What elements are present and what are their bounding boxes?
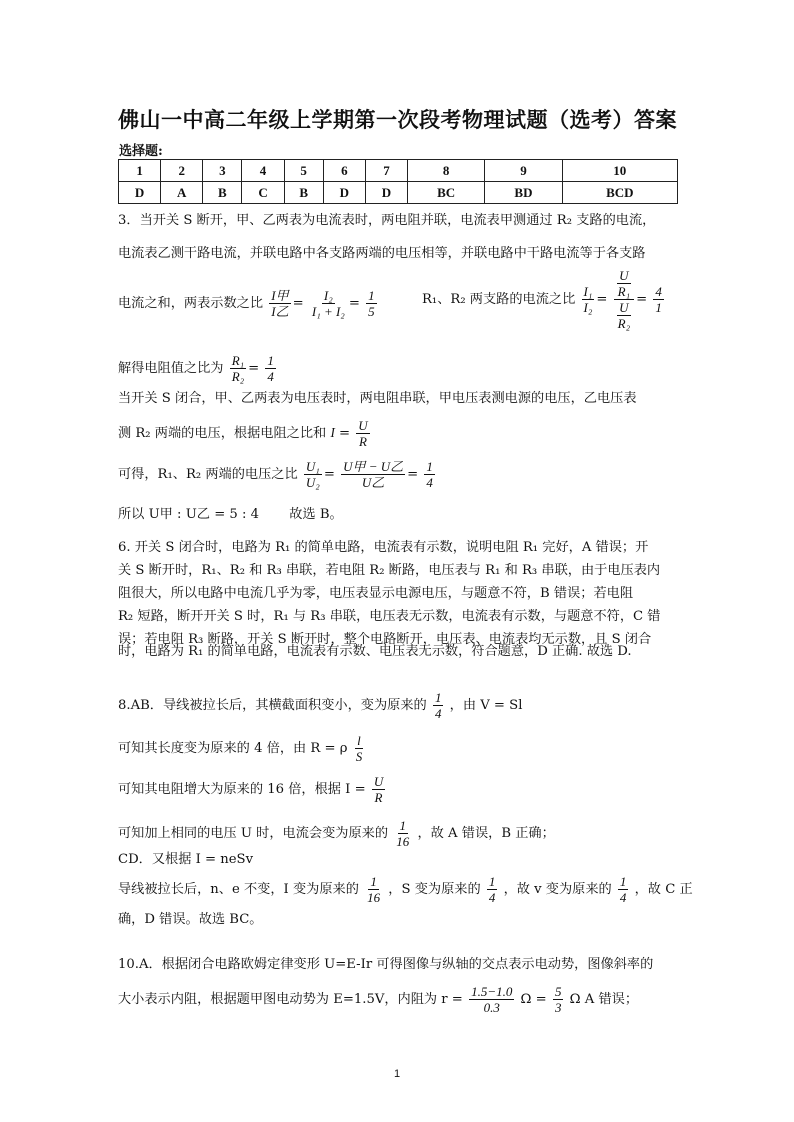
frac-den: 3 [554,1000,562,1015]
table-cell: D [365,182,407,204]
q8-text: ，S 变为原来的 [388,882,481,897]
frac-num: U甲 − U乙 [343,459,404,474]
table-cell: 10 [562,160,677,182]
q10-text: 大小表示内阻，根据题甲图电动势为 E=1.5V，内阻为 r = [118,992,463,1007]
page-number: 1 [394,1068,401,1080]
q8-text: ，故 A 错误，B 正确； [417,826,555,841]
q10-line-1: 10.A．根据闭合电路欧姆定律变形 U=E-Ir 可得图像与纵轴的交点表示电动势，图像斜率的 [118,957,654,972]
q10-text: Ω A 错误； [569,992,639,1007]
q3-line-8 [118,505,343,525]
frac-den: 4 [267,369,274,384]
frac-num: 1 [488,874,496,889]
frac-den: 16 [367,890,381,905]
fraction [394,818,411,849]
frac-num: 1 [619,874,627,889]
section-label: 选择题: [119,144,163,159]
frac-num: U [358,418,368,433]
table-cell: 5 [284,160,323,182]
q8-line-1 [118,690,522,721]
frac-num [614,268,634,300]
q3-text: 可得，R₁、R₂ 两端的电压之比 [118,467,298,482]
fraction [230,353,246,384]
q10-text: Ω = [520,992,547,1007]
fraction [356,418,369,449]
frac-den: 4 [619,890,627,905]
table-cell: B [284,182,323,204]
frac-num: 1 [399,818,407,833]
q8-line-3 [118,774,387,805]
q3-line-4: 解得电阻值之比为 $\frac{\text{R₁}}{\text{R₂}}$ = $\frac{1}{4}$ [118,353,274,384]
frac-num: 1 [370,874,377,889]
fraction [341,459,405,490]
frac-num: U₁ [305,459,320,474]
q8-text: 导线被拉长后，n、e 不变，I 变为原来的 [118,882,359,897]
frac-den: 4 [434,706,442,721]
fraction [487,874,498,905]
q8-text: 可知其电阻增大为原来的 16 倍，根据 I = [118,782,366,797]
frac-den: R₂ [617,316,631,331]
table-cell: C [242,182,284,204]
q3-line-5: 当开关 S 闭合，甲、乙两表为电压表时，两电阻串联，甲电压表测电源的电压，乙电压表 [118,391,637,406]
frac-num: 1 [267,353,274,368]
q3-text: 故选 B。 [289,507,343,522]
q3-text: 电流之和，两表示数之比 [118,296,264,311]
fraction [469,984,514,1015]
q3-line-3b: R₁、R₂ 两支路的电流之比 $\frac{\text{I₁}}{\text{I₂}}$ = $\frac{\frac{U}{\text{R₁}}}{\frac{U}{\text{R₂}}}$ = $\frac{4}{1}$ [422,268,662,331]
table-cell: BC [408,182,485,204]
fraction [653,284,664,315]
frac-den: U乙 [361,475,385,490]
frac-num: I₁ [583,284,593,299]
fraction [618,874,629,905]
table-cell: BCD [562,182,677,204]
frac-num: U [619,300,629,315]
frac-num: 4 [655,284,662,299]
frac-den: 16 [396,834,410,849]
q8-text: ，由 V = Sl [449,698,523,713]
q3-text: 解得电阻值之比为 [118,361,224,376]
frac-num: I₂ [323,288,333,303]
q8-text: 可知加上相同的电压 U 时，电流会变为原来的 [118,826,389,841]
q8-line-6 [118,874,693,905]
page-title: 佛山一中高二年级上学期第一次段考物理试题（选考）答案 [118,107,677,132]
q8-text: 可知其长度变为原来的 4 倍，由 R = ρ [118,741,348,756]
frac-den [614,300,634,331]
fraction [616,268,632,299]
table-cell: 6 [323,160,365,182]
frac-den: I乙 [271,304,289,319]
q8-text: 8.AB．导线被拉长后，其横截面积变小，变为原来的 [118,698,427,713]
frac-den: R₂ [231,369,245,384]
table-row [119,160,678,182]
q6-line-6: 时，电路为 R₁ 的简单电路，电流表有示数、电压表无示数，符合题意，D 正确. 故选 D. [118,644,632,659]
frac-num: R₁ [231,353,245,368]
fraction [553,984,564,1015]
frac-den: I₁ + I₂ [311,304,345,319]
frac-den: U₂ [305,475,320,490]
q8-line-2 [118,733,366,764]
frac-num: I甲 [271,288,289,303]
table-cell: 8 [408,160,485,182]
fraction [614,268,634,331]
q6-line-5: 误；若电阻 R₃ 断路，开关 S 断开时，整个电路断开，电压表、电流表均无示数，且 S 闭合 [118,632,652,647]
fraction [310,288,347,319]
table-cell: A [161,182,203,204]
q3-line-6: 测 R₂ 两端的电压，根据电阻之比和 I = $\frac{U}{R}$ [118,418,368,449]
q8-line-4 [118,818,555,849]
q8-text: ，故 C 正 [634,882,693,897]
frac-den: R [374,790,383,805]
frac-num: 1 [426,459,433,474]
table-cell: 3 [203,160,242,182]
fraction [269,288,290,319]
table-cell: 7 [365,160,407,182]
fraction [424,459,435,490]
q6-line-4: R₂ 短路，断开开关 S 时，R₁ 与 R₃ 串联，电压表无示数，电流表有示数，与题意不符，C 错 [118,609,661,624]
frac-num: 1 [434,690,442,705]
frac-den: R [359,434,367,449]
frac-den: S [355,749,363,764]
frac-den: 4 [426,475,433,490]
frac-num: 1 [368,288,375,303]
q8-line-7: 确，D 错误。故选 BC。 [118,912,263,927]
fraction [616,300,632,331]
frac-den: 5 [368,304,375,319]
frac-den: 0.3 [483,1000,500,1015]
q10-line-2 [118,984,638,1015]
table-cell: B [203,182,242,204]
q3-text: 测 R₂ 两端的电压，根据电阻之比和 [118,426,327,441]
frac-num: U [619,268,629,283]
frac-num: l [357,733,361,748]
fraction [265,353,276,384]
q3-line-2: 电流表乙测干路电流，并联电路中各支路两端的电压相等，并联电路中干路电流等于各支路 [118,246,646,261]
fraction [366,288,377,319]
fraction [582,284,595,315]
frac-num: 1.5−1.0 [471,984,513,999]
table-cell: D [323,182,365,204]
table-cell: 2 [161,160,203,182]
q3-line-1: 3．当开关 S 断开，甲、乙两表为电流表时，两电阻并联，电流表甲测通过 R₂ 支路的电流， [118,213,656,228]
frac-den: 1 [655,300,662,315]
frac-num: U [373,774,384,789]
table-cell: D [119,182,161,204]
fraction [372,774,385,805]
fraction [304,459,322,490]
q3-text: R₁、R₂ 两支路的电流之比 [422,292,576,307]
answer-table [118,159,678,204]
table-cell: 4 [242,160,284,182]
fraction [354,733,365,764]
q6-line-1: 6. 开关 S 闭合时，电路为 R₁ 的简单电路，电流表有示数，说明电阻 R₁ 完好，A 错误；开 [118,540,649,555]
frac-den: 4 [488,890,496,905]
table-cell: BD [485,182,562,204]
table-row [119,182,678,204]
q3-text: 所以 U甲 : U乙 = 5 : 4 [118,507,260,522]
frac-den: I₂ [583,300,593,315]
frac-num: 5 [554,984,562,999]
frac-den: R₁ [617,284,631,299]
fraction [365,874,382,905]
table-cell: 1 [119,160,161,182]
q3-line-7: 可得，R₁、R₂ 两端的电压之比 $\frac{\text{U₁}}{\text{U₂}}$ = $\frac{\text{U甲 − U乙}}{\text{U乙}}$ = $\frac{1}{4}$ [118,459,433,490]
q3-line-3a: 电流之和，两表示数之比 $\frac{\text{I甲}}{\text{I乙}}$ = $\frac{\text{I₂}}{\text{I₁ + I₂}}$ = $\frac{1}{5}$ [118,288,375,319]
fraction [433,690,444,721]
table-cell: 9 [485,160,562,182]
q6-line-3: 阻很大，所以电路中电流几乎为零，电压表显示电源电压，与题意不符，B 错误；若电阻 [118,586,634,601]
q8-line-5: CD．又根据 I = neSv [118,852,254,867]
q8-text: ，故 v 变为原来的 [503,882,612,897]
q6-line-2: 关 S 断开时，R₁、R₂ 和 R₃ 串联，若电阻 R₂ 断路，电压表与 R₁ 和 R₃ 串联，由于电压表内 [118,563,661,578]
